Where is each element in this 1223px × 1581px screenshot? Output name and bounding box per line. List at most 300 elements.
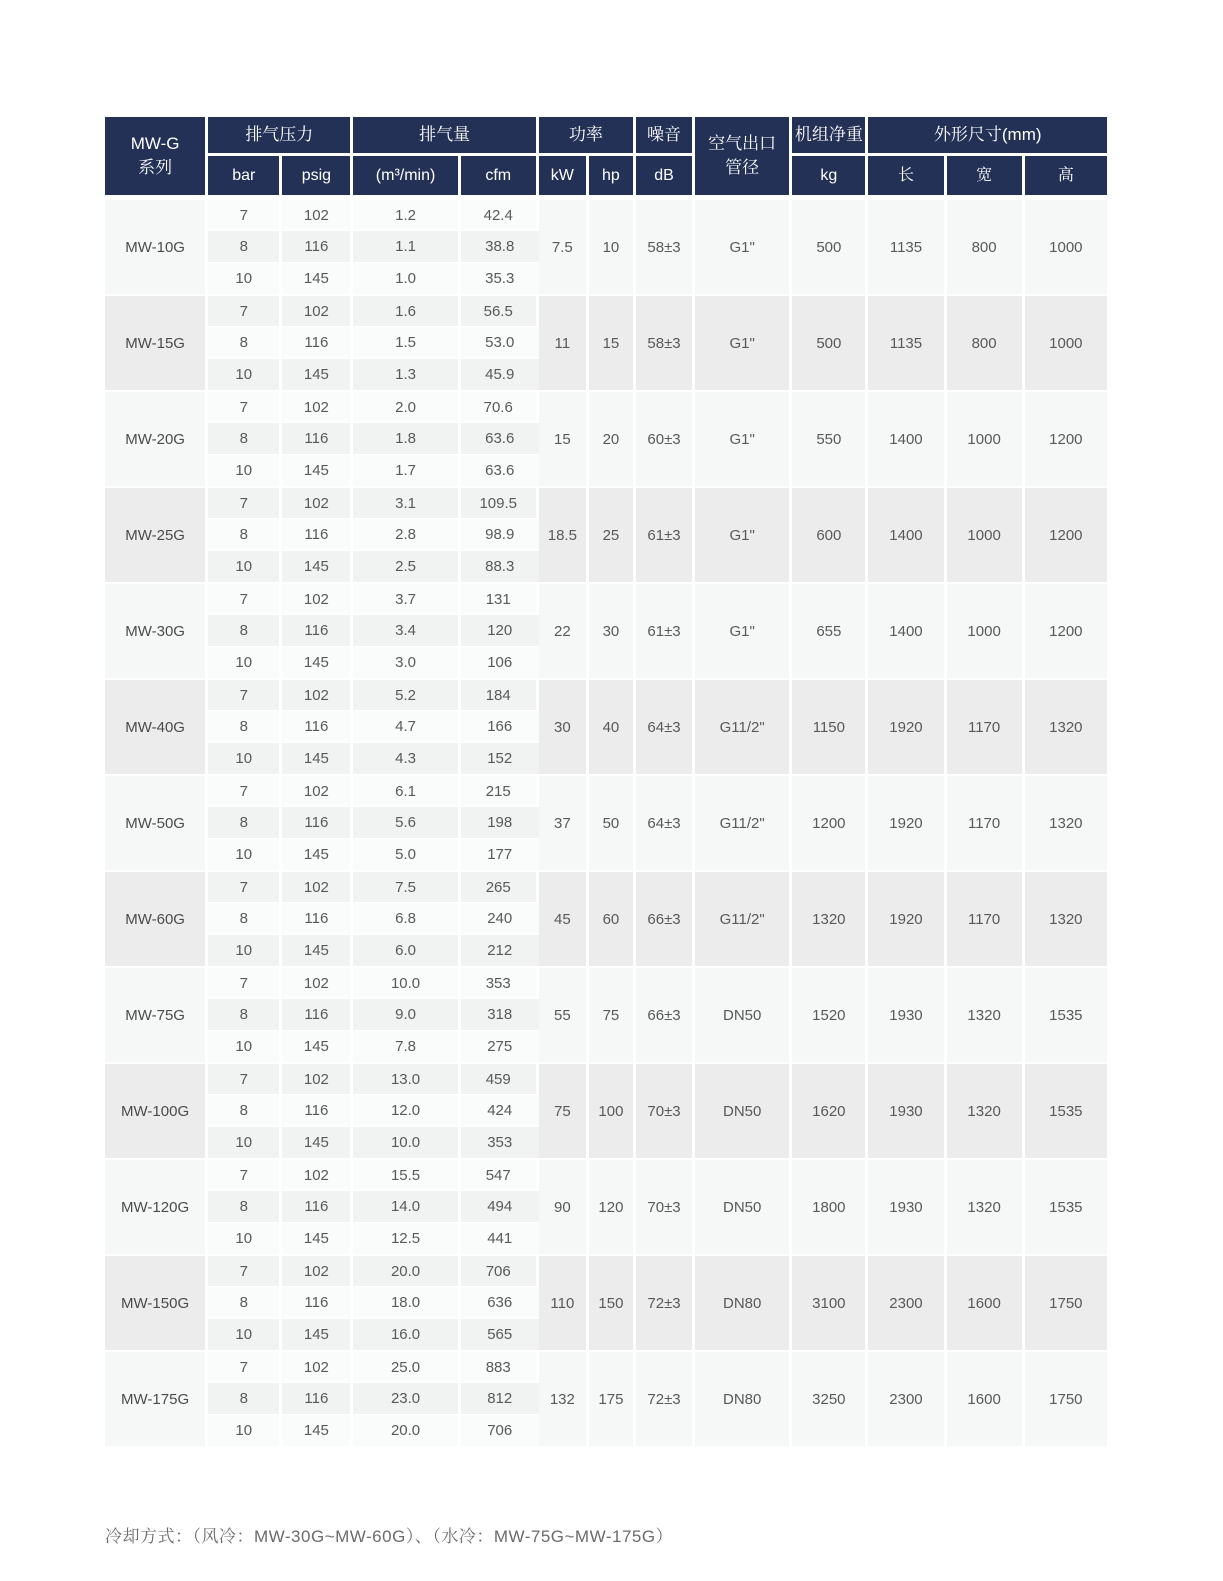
spec-row bbox=[105, 966, 1107, 998]
flow-m3min-value: 1.5 bbox=[353, 326, 460, 358]
model-name: MW-25G bbox=[105, 486, 208, 582]
power-hp-value: 10 bbox=[589, 198, 636, 294]
flow-cfm-value: 212 bbox=[461, 934, 539, 966]
flow-cfm-value: 459 bbox=[461, 1062, 539, 1094]
net-weight-value: 3250 bbox=[792, 1350, 868, 1446]
noise-value: 61±3 bbox=[636, 582, 695, 678]
flow-cfm-value: 215 bbox=[461, 774, 539, 806]
flow-m3min-value: 7.8 bbox=[353, 1030, 460, 1062]
width-value: 1000 bbox=[947, 486, 1025, 582]
spec-row bbox=[105, 870, 1107, 902]
flow-m3min-value: 12.5 bbox=[353, 1222, 460, 1254]
flow-cfm-value: 636 bbox=[461, 1286, 539, 1318]
flow-cfm-value: 883 bbox=[461, 1350, 539, 1382]
bar-value: 7 bbox=[208, 582, 282, 614]
width-value: 1320 bbox=[947, 966, 1025, 1062]
psig-value: 145 bbox=[282, 838, 353, 870]
psig-value: 102 bbox=[282, 198, 353, 230]
bar-value: 8 bbox=[208, 710, 282, 742]
flow-cfm-value: 424 bbox=[461, 1094, 539, 1126]
net-weight-value: 500 bbox=[792, 198, 868, 294]
psig-value: 145 bbox=[282, 742, 353, 774]
bar-value: 8 bbox=[208, 806, 282, 838]
net-weight-value: 1150 bbox=[792, 678, 868, 774]
flow-cfm-value: 38.8 bbox=[461, 230, 539, 262]
psig-value: 145 bbox=[282, 262, 353, 294]
psig-value: 116 bbox=[282, 902, 353, 934]
header-exhaust-volume: 排气量 bbox=[353, 117, 538, 156]
flow-cfm-value: 109.5 bbox=[461, 486, 539, 518]
power-kw-value: 15 bbox=[539, 390, 589, 486]
bar-value: 10 bbox=[208, 454, 282, 486]
psig-value: 145 bbox=[282, 550, 353, 582]
flow-cfm-value: 177 bbox=[461, 838, 539, 870]
flow-m3min-value: 16.0 bbox=[353, 1318, 460, 1350]
header-series-line2: 系列 bbox=[138, 158, 173, 177]
length-value: 1400 bbox=[868, 390, 946, 486]
bar-value: 7 bbox=[208, 486, 282, 518]
psig-value: 116 bbox=[282, 614, 353, 646]
height-value: 1320 bbox=[1025, 774, 1107, 870]
header-noise: 噪音 bbox=[636, 117, 695, 156]
header-air-outlet bbox=[695, 117, 792, 198]
bar-value: 7 bbox=[208, 1254, 282, 1286]
flow-m3min-value: 2.5 bbox=[353, 550, 460, 582]
bar-value: 10 bbox=[208, 262, 282, 294]
psig-value: 116 bbox=[282, 1286, 353, 1318]
flow-m3min-value: 1.2 bbox=[353, 198, 460, 230]
length-value: 1930 bbox=[868, 1062, 946, 1158]
flow-m3min-value: 1.6 bbox=[353, 294, 460, 326]
net-weight-value: 1200 bbox=[792, 774, 868, 870]
noise-value: 72±3 bbox=[636, 1350, 695, 1446]
header-power: 功率 bbox=[539, 117, 636, 156]
bar-value: 10 bbox=[208, 1126, 282, 1158]
psig-value: 102 bbox=[282, 1062, 353, 1094]
net-weight-value: 655 bbox=[792, 582, 868, 678]
flow-m3min-value: 6.0 bbox=[353, 934, 460, 966]
bar-value: 7 bbox=[208, 1158, 282, 1190]
unit-m3min: (m³/min) bbox=[353, 156, 460, 198]
net-weight-value: 500 bbox=[792, 294, 868, 390]
flow-m3min-value: 3.4 bbox=[353, 614, 460, 646]
psig-value: 116 bbox=[282, 518, 353, 550]
air-outlet-value: G1" bbox=[695, 486, 792, 582]
bar-value: 8 bbox=[208, 902, 282, 934]
air-outlet-value: DN50 bbox=[695, 1062, 792, 1158]
bar-value: 8 bbox=[208, 1094, 282, 1126]
noise-value: 58±3 bbox=[636, 294, 695, 390]
header-series bbox=[105, 117, 208, 198]
psig-value: 145 bbox=[282, 1030, 353, 1062]
psig-value: 102 bbox=[282, 1350, 353, 1382]
bar-value: 7 bbox=[208, 390, 282, 422]
flow-m3min-value: 10.0 bbox=[353, 966, 460, 998]
unit-cfm: cfm bbox=[461, 156, 539, 198]
bar-value: 8 bbox=[208, 326, 282, 358]
spec-row bbox=[105, 1254, 1107, 1286]
flow-cfm-value: 166 bbox=[461, 710, 539, 742]
psig-value: 145 bbox=[282, 454, 353, 486]
spec-row bbox=[105, 1158, 1107, 1190]
power-kw-value: 90 bbox=[539, 1158, 589, 1254]
width-value: 1320 bbox=[947, 1158, 1025, 1254]
model-name: MW-150G bbox=[105, 1254, 208, 1350]
unit-db: dB bbox=[636, 156, 695, 198]
psig-value: 116 bbox=[282, 1094, 353, 1126]
power-hp-value: 100 bbox=[589, 1062, 636, 1158]
power-hp-value: 40 bbox=[589, 678, 636, 774]
power-hp-value: 150 bbox=[589, 1254, 636, 1350]
noise-value: 66±3 bbox=[636, 966, 695, 1062]
length-value: 2300 bbox=[868, 1254, 946, 1350]
length-value: 2300 bbox=[868, 1350, 946, 1446]
power-kw-value: 37 bbox=[539, 774, 589, 870]
bar-value: 8 bbox=[208, 1190, 282, 1222]
height-value: 1200 bbox=[1025, 390, 1107, 486]
flow-m3min-value: 23.0 bbox=[353, 1382, 460, 1414]
height-value: 1320 bbox=[1025, 678, 1107, 774]
bar-value: 8 bbox=[208, 518, 282, 550]
header-air-outlet-line1: 空气出口 bbox=[708, 134, 777, 154]
bar-value: 10 bbox=[208, 838, 282, 870]
psig-value: 145 bbox=[282, 934, 353, 966]
psig-value: 102 bbox=[282, 582, 353, 614]
model-name: MW-20G bbox=[105, 390, 208, 486]
power-kw-value: 75 bbox=[539, 1062, 589, 1158]
height-value: 1320 bbox=[1025, 870, 1107, 966]
bar-value: 7 bbox=[208, 1350, 282, 1382]
psig-value: 145 bbox=[282, 1126, 353, 1158]
header-exhaust-pressure: 排气压力 bbox=[208, 117, 353, 156]
noise-value: 60±3 bbox=[636, 390, 695, 486]
flow-cfm-value: 353 bbox=[461, 1126, 539, 1158]
unit-height: 高 bbox=[1025, 156, 1107, 198]
model-name: MW-15G bbox=[105, 294, 208, 390]
flow-cfm-value: 106 bbox=[461, 646, 539, 678]
spec-row bbox=[105, 486, 1107, 518]
bar-value: 8 bbox=[208, 230, 282, 262]
flow-cfm-value: 53.0 bbox=[461, 326, 539, 358]
flow-m3min-value: 1.7 bbox=[353, 454, 460, 486]
flow-m3min-value: 20.0 bbox=[353, 1414, 460, 1446]
noise-value: 72±3 bbox=[636, 1254, 695, 1350]
power-kw-value: 30 bbox=[539, 678, 589, 774]
psig-value: 145 bbox=[282, 646, 353, 678]
noise-value: 58±3 bbox=[636, 198, 695, 294]
power-hp-value: 30 bbox=[589, 582, 636, 678]
psig-value: 102 bbox=[282, 294, 353, 326]
length-value: 1400 bbox=[868, 486, 946, 582]
air-outlet-value: DN80 bbox=[695, 1254, 792, 1350]
flow-m3min-value: 5.0 bbox=[353, 838, 460, 870]
air-outlet-value: DN50 bbox=[695, 1158, 792, 1254]
width-value: 1320 bbox=[947, 1062, 1025, 1158]
height-value: 1200 bbox=[1025, 582, 1107, 678]
bar-value: 10 bbox=[208, 1222, 282, 1254]
power-kw-value: 22 bbox=[539, 582, 589, 678]
flow-m3min-value: 15.5 bbox=[353, 1158, 460, 1190]
psig-value: 102 bbox=[282, 966, 353, 998]
psig-value: 102 bbox=[282, 390, 353, 422]
flow-m3min-value: 20.0 bbox=[353, 1254, 460, 1286]
spec-row bbox=[105, 1350, 1107, 1382]
header-series-line1: MW-G bbox=[130, 134, 180, 154]
flow-m3min-value: 25.0 bbox=[353, 1350, 460, 1382]
noise-value: 61±3 bbox=[636, 486, 695, 582]
psig-value: 145 bbox=[282, 1222, 353, 1254]
noise-value: 64±3 bbox=[636, 774, 695, 870]
unit-kw: kW bbox=[539, 156, 589, 198]
model-name: MW-50G bbox=[105, 774, 208, 870]
unit-bar: bar bbox=[208, 156, 282, 198]
bar-value: 10 bbox=[208, 1030, 282, 1062]
flow-cfm-value: 184 bbox=[461, 678, 539, 710]
width-value: 800 bbox=[947, 198, 1025, 294]
flow-cfm-value: 353 bbox=[461, 966, 539, 998]
psig-value: 116 bbox=[282, 1382, 353, 1414]
flow-cfm-value: 56.5 bbox=[461, 294, 539, 326]
height-value: 1000 bbox=[1025, 198, 1107, 294]
width-value: 1000 bbox=[947, 582, 1025, 678]
air-outlet-value: DN80 bbox=[695, 1350, 792, 1446]
height-value: 1200 bbox=[1025, 486, 1107, 582]
flow-m3min-value: 3.7 bbox=[353, 582, 460, 614]
spec-table bbox=[105, 117, 1107, 1446]
psig-value: 102 bbox=[282, 1254, 353, 1286]
air-outlet-value: G11/2" bbox=[695, 678, 792, 774]
flow-cfm-value: 42.4 bbox=[461, 198, 539, 230]
air-outlet-value: G1" bbox=[695, 294, 792, 390]
unit-hp: hp bbox=[589, 156, 636, 198]
spec-row bbox=[105, 678, 1107, 710]
flow-m3min-value: 4.3 bbox=[353, 742, 460, 774]
power-kw-value: 18.5 bbox=[539, 486, 589, 582]
psig-value: 102 bbox=[282, 678, 353, 710]
power-hp-value: 75 bbox=[589, 966, 636, 1062]
flow-cfm-value: 45.9 bbox=[461, 358, 539, 390]
noise-value: 70±3 bbox=[636, 1158, 695, 1254]
net-weight-value: 550 bbox=[792, 390, 868, 486]
bar-value: 8 bbox=[208, 422, 282, 454]
model-name: MW-75G bbox=[105, 966, 208, 1062]
unit-width: 宽 bbox=[947, 156, 1025, 198]
air-outlet-value: DN50 bbox=[695, 966, 792, 1062]
bar-value: 10 bbox=[208, 1318, 282, 1350]
psig-value: 145 bbox=[282, 1318, 353, 1350]
flow-cfm-value: 240 bbox=[461, 902, 539, 934]
psig-value: 102 bbox=[282, 870, 353, 902]
noise-value: 64±3 bbox=[636, 678, 695, 774]
model-name: MW-60G bbox=[105, 870, 208, 966]
flow-cfm-value: 63.6 bbox=[461, 454, 539, 486]
flow-cfm-value: 88.3 bbox=[461, 550, 539, 582]
bar-value: 7 bbox=[208, 678, 282, 710]
psig-value: 116 bbox=[282, 326, 353, 358]
flow-m3min-value: 2.0 bbox=[353, 390, 460, 422]
bar-value: 8 bbox=[208, 1286, 282, 1318]
bar-value: 7 bbox=[208, 1062, 282, 1094]
height-value: 1750 bbox=[1025, 1254, 1107, 1350]
power-kw-value: 110 bbox=[539, 1254, 589, 1350]
power-hp-value: 25 bbox=[589, 486, 636, 582]
power-kw-value: 7.5 bbox=[539, 198, 589, 294]
bar-value: 8 bbox=[208, 614, 282, 646]
flow-m3min-value: 1.1 bbox=[353, 230, 460, 262]
header-air-outlet-line2: 管径 bbox=[725, 158, 760, 177]
net-weight-value: 3100 bbox=[792, 1254, 868, 1350]
width-value: 1170 bbox=[947, 774, 1025, 870]
psig-value: 102 bbox=[282, 1158, 353, 1190]
bar-value: 8 bbox=[208, 998, 282, 1030]
power-kw-value: 132 bbox=[539, 1350, 589, 1446]
flow-cfm-value: 70.6 bbox=[461, 390, 539, 422]
flow-m3min-value: 1.0 bbox=[353, 262, 460, 294]
flow-m3min-value: 4.7 bbox=[353, 710, 460, 742]
height-value: 1535 bbox=[1025, 1158, 1107, 1254]
table-header bbox=[105, 117, 1107, 198]
flow-m3min-value: 14.0 bbox=[353, 1190, 460, 1222]
flow-cfm-value: 35.3 bbox=[461, 262, 539, 294]
bar-value: 10 bbox=[208, 1414, 282, 1446]
net-weight-value: 1800 bbox=[792, 1158, 868, 1254]
psig-value: 116 bbox=[282, 998, 353, 1030]
air-outlet-value: G1" bbox=[695, 198, 792, 294]
bar-value: 8 bbox=[208, 1382, 282, 1414]
flow-m3min-value: 13.0 bbox=[353, 1062, 460, 1094]
noise-value: 66±3 bbox=[636, 870, 695, 966]
power-hp-value: 175 bbox=[589, 1350, 636, 1446]
psig-value: 102 bbox=[282, 774, 353, 806]
height-value: 1535 bbox=[1025, 1062, 1107, 1158]
width-value: 800 bbox=[947, 294, 1025, 390]
bar-value: 7 bbox=[208, 198, 282, 230]
header-dimensions: 外形尺寸(mm) bbox=[868, 117, 1107, 156]
bar-value: 7 bbox=[208, 774, 282, 806]
length-value: 1400 bbox=[868, 582, 946, 678]
flow-m3min-value: 6.8 bbox=[353, 902, 460, 934]
psig-value: 116 bbox=[282, 806, 353, 838]
net-weight-value: 600 bbox=[792, 486, 868, 582]
flow-m3min-value: 10.0 bbox=[353, 1126, 460, 1158]
net-weight-value: 1320 bbox=[792, 870, 868, 966]
flow-cfm-value: 547 bbox=[461, 1158, 539, 1190]
bar-value: 10 bbox=[208, 742, 282, 774]
width-value: 1600 bbox=[947, 1254, 1025, 1350]
spec-row bbox=[105, 774, 1107, 806]
bar-value: 7 bbox=[208, 294, 282, 326]
power-hp-value: 15 bbox=[589, 294, 636, 390]
power-hp-value: 60 bbox=[589, 870, 636, 966]
unit-kg: kg bbox=[792, 156, 868, 198]
bar-value: 7 bbox=[208, 966, 282, 998]
flow-cfm-value: 812 bbox=[461, 1382, 539, 1414]
flow-cfm-value: 152 bbox=[461, 742, 539, 774]
bar-value: 10 bbox=[208, 358, 282, 390]
net-weight-value: 1620 bbox=[792, 1062, 868, 1158]
width-value: 1170 bbox=[947, 678, 1025, 774]
width-value: 1600 bbox=[947, 1350, 1025, 1446]
flow-m3min-value: 5.6 bbox=[353, 806, 460, 838]
length-value: 1920 bbox=[868, 774, 946, 870]
flow-cfm-value: 565 bbox=[461, 1318, 539, 1350]
psig-value: 116 bbox=[282, 230, 353, 262]
spec-row bbox=[105, 390, 1107, 422]
flow-m3min-value: 1.8 bbox=[353, 422, 460, 454]
flow-m3min-value: 12.0 bbox=[353, 1094, 460, 1126]
air-outlet-value: G1" bbox=[695, 582, 792, 678]
power-kw-value: 55 bbox=[539, 966, 589, 1062]
model-name: MW-100G bbox=[105, 1062, 208, 1158]
flow-cfm-value: 63.6 bbox=[461, 422, 539, 454]
flow-m3min-value: 18.0 bbox=[353, 1286, 460, 1318]
length-value: 1920 bbox=[868, 870, 946, 966]
flow-cfm-value: 265 bbox=[461, 870, 539, 902]
width-value: 1000 bbox=[947, 390, 1025, 486]
psig-value: 145 bbox=[282, 1414, 353, 1446]
spec-row bbox=[105, 1062, 1107, 1094]
power-hp-value: 50 bbox=[589, 774, 636, 870]
model-name: MW-30G bbox=[105, 582, 208, 678]
psig-value: 116 bbox=[282, 1190, 353, 1222]
air-outlet-value: G11/2" bbox=[695, 774, 792, 870]
bar-value: 10 bbox=[208, 934, 282, 966]
model-name: MW-120G bbox=[105, 1158, 208, 1254]
flow-m3min-value: 3.0 bbox=[353, 646, 460, 678]
model-name: MW-10G bbox=[105, 198, 208, 294]
table-body bbox=[105, 198, 1107, 1446]
flow-cfm-value: 706 bbox=[461, 1254, 539, 1286]
air-outlet-value: G11/2" bbox=[695, 870, 792, 966]
spec-row bbox=[105, 582, 1107, 614]
length-value: 1135 bbox=[868, 294, 946, 390]
psig-value: 145 bbox=[282, 358, 353, 390]
length-value: 1930 bbox=[868, 1158, 946, 1254]
flow-cfm-value: 120 bbox=[461, 614, 539, 646]
cooling-method-note: 冷却方式：（风冷：MW-30G~MW-60G）、（水冷：MW-75G~MW-175G） bbox=[105, 1527, 674, 1546]
height-value: 1750 bbox=[1025, 1350, 1107, 1446]
bar-value: 7 bbox=[208, 870, 282, 902]
flow-cfm-value: 441 bbox=[461, 1222, 539, 1254]
power-hp-value: 20 bbox=[589, 390, 636, 486]
flow-m3min-value: 9.0 bbox=[353, 998, 460, 1030]
length-value: 1920 bbox=[868, 678, 946, 774]
header-group-row bbox=[105, 117, 1107, 156]
model-name: MW-40G bbox=[105, 678, 208, 774]
net-weight-value: 1520 bbox=[792, 966, 868, 1062]
noise-value: 70±3 bbox=[636, 1062, 695, 1158]
bar-value: 10 bbox=[208, 646, 282, 678]
spec-row bbox=[105, 198, 1107, 230]
length-value: 1135 bbox=[868, 198, 946, 294]
flow-cfm-value: 494 bbox=[461, 1190, 539, 1222]
power-kw-value: 11 bbox=[539, 294, 589, 390]
height-value: 1000 bbox=[1025, 294, 1107, 390]
width-value: 1170 bbox=[947, 870, 1025, 966]
psig-value: 116 bbox=[282, 710, 353, 742]
power-hp-value: 120 bbox=[589, 1158, 636, 1254]
flow-m3min-value: 1.3 bbox=[353, 358, 460, 390]
flow-cfm-value: 131 bbox=[461, 582, 539, 614]
header-unit-row bbox=[105, 156, 1107, 198]
flow-cfm-value: 98.9 bbox=[461, 518, 539, 550]
flow-cfm-value: 318 bbox=[461, 998, 539, 1030]
psig-value: 102 bbox=[282, 486, 353, 518]
header-net-weight: 机组净重 bbox=[792, 117, 868, 156]
unit-length: 长 bbox=[868, 156, 946, 198]
flow-cfm-value: 706 bbox=[461, 1414, 539, 1446]
air-outlet-value: G1" bbox=[695, 390, 792, 486]
